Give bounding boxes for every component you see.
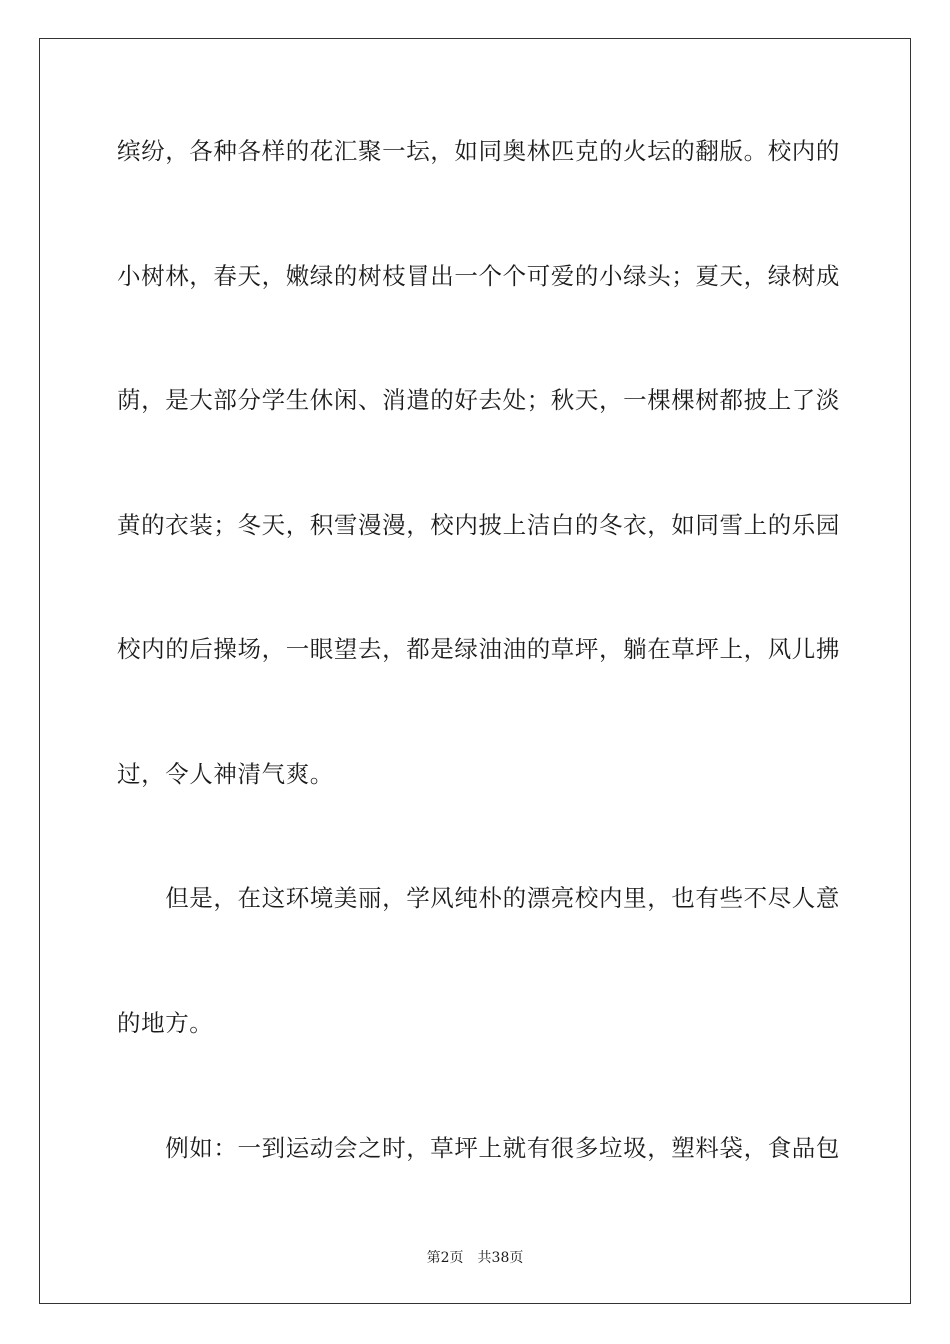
page-footer [0, 1247, 950, 1267]
text-line: 例如：一到运动会之时，草坪上就有很多垃圾，塑料袋，食品包 [117, 1134, 840, 1162]
text-line: 但是，在这环境美丽，学风纯朴的漂亮校内里，也有些不尽人意 [117, 884, 840, 912]
page-total: 共38页 [477, 1250, 524, 1266]
text-line: 的地方。 [117, 1009, 214, 1037]
text-line: 小树林，春天，嫩绿的树枝冒出一个个可爱的小绿头；夏天，绿树成 [117, 262, 840, 290]
page-border [39, 38, 911, 1304]
text-line: 黄的衣装；冬天，积雪漫漫，校内披上洁白的冬衣，如同雪上的乐园 [117, 511, 840, 539]
text-line: 荫，是大部分学生休闲、消遣的好去处；秋天，一棵棵树都披上了淡 [117, 386, 840, 414]
text-line: 校内的后操场，一眼望去，都是绿油油的草坪，躺在草坪上，风儿拂 [117, 635, 840, 663]
page-number: 第2页 [426, 1250, 464, 1266]
text-line: 缤纷，各种各样的花汇聚一坛，如同奥林匹克的火坛的翻版。校内的 [117, 137, 840, 165]
text-line: 过，令人神清气爽。 [117, 760, 334, 788]
